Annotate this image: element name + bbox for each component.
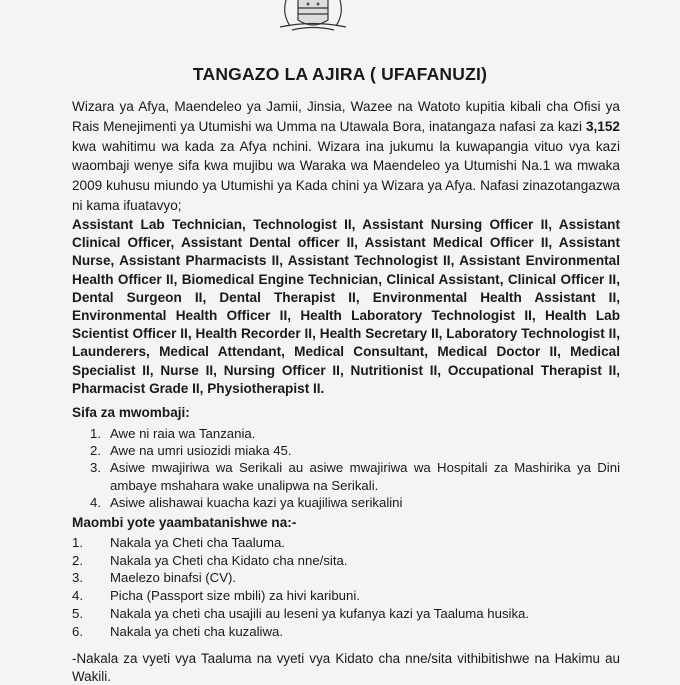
list-item	[72, 623, 620, 641]
positions-list: Assistant Lab Technician, Technologist II, Assistant Nursing Officer II, Assistant Clinical Officer, Assistant Dental officer II, Assistant Medical Officer II, Assistant Nurse, Assistant Pharmacists II, Assistant Technologist II, Assistant Environmental Health Officer II, Biomedical Engine Technician, Clinical Assistant, Clinical Officer II, Dental Surgeon II, Dental Therapist II, Environmental Health Assistant II, Environmental Health Officer II, Health Laboratory Technologist II, Health Lab Scientist Officer II, Health Recorder II, Health Secretary II, Laboratory Technologist II, Launderers, Medical Attendant, Medical Consultant, Medical Doctor II, Medical Specialist II, Nurse II, Nursing Officer II, Nutritionist II, Occupational Therapist II, Pharmacist Grade II, Physiotherapist II.	[72, 217, 620, 396]
intro-text-start: Wizara ya Afya, Maendeleo ya Jamii, Jinsia, Wazee na Watoto kupitia kibali cha Ofisi ya Rais Menejimenti ya Utumishi wa Umma na Utawala Bora, inatangaza nafasi za kazi	[72, 99, 620, 134]
list-item	[90, 459, 620, 493]
list-item	[90, 425, 620, 442]
item-number: 3.	[90, 460, 101, 476]
item-number: 4.	[90, 494, 101, 510]
item-number: 4.	[72, 588, 83, 604]
item-text: Asiwe mwajiriwa wa Serikali au asiwe mwajiriwa wa Hospitali za Mashirika ya Dini ambaye mshahara wake unalipwa na Serikali.	[110, 460, 620, 493]
item-text: Nakala ya cheti cha kuzaliwa.	[110, 623, 283, 639]
list-item	[72, 569, 620, 587]
intro-text-end: kwa wahitimu wa kada za Afya nchini. Wizara ina jukumu la kuwapangia vituo vya kazi waombaji wenye sifa kwa mujibu wa Waraka wa Maendeleo ya Utumishi Na.1 wa mwaka 2009 kuhusu miundo ya Utumishi ya Kada chini ya Wizara ya Afya. Nafasi zinazotangazwa ni kama ifuatavyo;	[72, 138, 620, 213]
item-number: 1.	[72, 535, 83, 550]
vacancy-count: 3,152	[585, 118, 620, 134]
item-number: 5.	[72, 605, 83, 621]
item-text: Awe ni raia wa Tanzania.	[110, 426, 256, 441]
list-item	[90, 442, 620, 459]
list-item	[90, 494, 620, 511]
item-text: Picha (Passport size mbili) za hivi karibuni.	[110, 588, 360, 604]
maombi-heading: Maombi yote yaambatanishwe na:-	[72, 515, 297, 530]
certification-note: -Nakala za vyeti vya Taaluma na vyeti vya Kidato cha nne/sita vithibitishwe na Hakimu au Wakili.	[72, 651, 620, 684]
item-text: Maelezo binafsi (CV).	[110, 570, 237, 586]
item-text: Nakala ya Cheti cha Taaluma.	[110, 535, 285, 550]
item-text: Asiwe alishawai kuacha kazi ya kuajiliwa serikalini	[110, 494, 403, 510]
item-text: Nakala ya cheti cha usajili au leseni ya kufanya kazi ya Taaluma husika.	[110, 605, 530, 621]
sifa-list	[90, 425, 620, 511]
item-text: Awe na umri usiozidi miaka 45.	[110, 443, 292, 459]
item-number: 3.	[72, 570, 83, 586]
list-item	[72, 587, 620, 605]
item-number: 2.	[72, 552, 83, 568]
page-title: TANGAZO LA AJIRA ( UFAFANUZI)	[192, 64, 488, 84]
item-number: 6.	[72, 623, 83, 639]
list-item	[72, 534, 620, 552]
item-number: 2.	[90, 443, 101, 459]
sifa-heading: Sifa za mwombaji:	[72, 405, 190, 420]
list-item	[72, 605, 620, 623]
intro-paragraph	[72, 97, 620, 216]
item-text: Nakala ya Cheti cha Kidato cha nne/sita.	[110, 552, 348, 568]
list-item	[72, 552, 620, 570]
coat-of-arms-emblem	[268, 0, 358, 32]
item-number: 1.	[90, 426, 101, 441]
maombi-list	[72, 534, 620, 640]
